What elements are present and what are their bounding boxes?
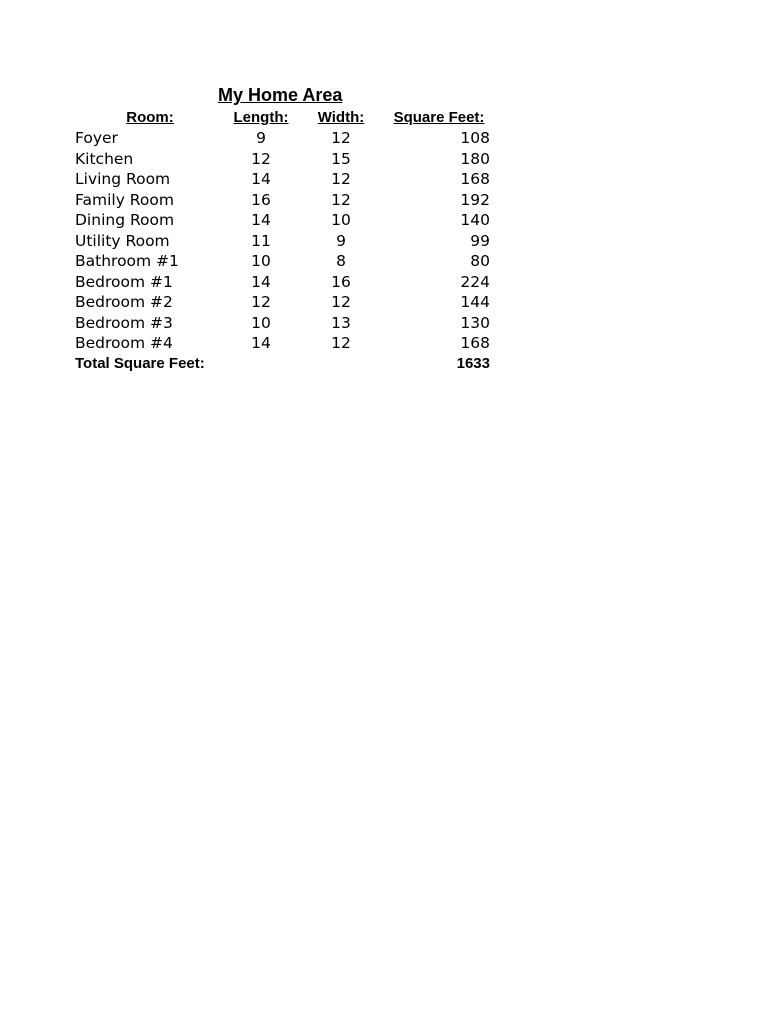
square-feet-cell: 224 — [460, 272, 490, 291]
room-name-cell: Dining Room — [75, 211, 175, 229]
width-cell: 13 — [331, 313, 351, 332]
length-cell: 12 — [251, 149, 271, 168]
length-cell: 10 — [251, 313, 271, 332]
total-value: 1633 — [456, 355, 490, 372]
room-name-cell: Bedroom #3 — [75, 313, 173, 332]
square-feet-cell: 144 — [460, 293, 490, 311]
column-header-length: Length: — [233, 109, 289, 126]
length-cell: 14 — [251, 334, 271, 352]
square-feet-cell: 108 — [460, 129, 490, 147]
length-cell: 14 — [251, 170, 271, 188]
room-table — [0, 128, 768, 354]
square-feet-cell: 140 — [460, 211, 490, 229]
room-name-cell: Utility Room — [75, 231, 170, 250]
table-row — [0, 210, 768, 231]
total-label: Total Square Feet: — [75, 355, 205, 372]
square-feet-cell: 99 — [470, 231, 490, 250]
square-feet-cell: 180 — [460, 149, 490, 168]
width-cell: 10 — [331, 211, 351, 229]
table-row — [0, 333, 768, 354]
width-cell: 12 — [331, 293, 351, 311]
table-row — [0, 169, 768, 190]
table-row — [0, 128, 768, 149]
width-cell: 12 — [331, 129, 351, 147]
table-row — [0, 251, 768, 272]
width-cell: 15 — [331, 149, 351, 168]
table-row — [0, 149, 768, 170]
table-row — [0, 231, 768, 252]
column-header-square-feet: Square Feet: — [393, 109, 485, 126]
room-name-cell: Living Room — [75, 170, 171, 188]
room-name-cell: Kitchen — [75, 149, 134, 168]
length-cell: 9 — [256, 129, 266, 147]
width-cell: 12 — [331, 190, 351, 209]
table-row — [0, 190, 768, 211]
room-name-cell: Bedroom #1 — [75, 272, 173, 291]
length-cell: 14 — [251, 272, 271, 291]
length-cell: 10 — [251, 252, 271, 270]
width-cell: 9 — [336, 231, 346, 250]
length-cell: 14 — [251, 211, 271, 229]
column-header-room: Room: — [126, 109, 174, 126]
table-row — [0, 272, 768, 293]
table-row — [0, 313, 768, 334]
width-cell: 16 — [331, 272, 351, 291]
width-cell: 8 — [336, 252, 346, 270]
square-feet-cell: 192 — [460, 190, 490, 209]
length-cell: 11 — [251, 231, 271, 250]
room-name-cell: Foyer — [75, 129, 118, 147]
square-feet-cell: 130 — [460, 313, 490, 332]
width-cell: 12 — [331, 334, 351, 352]
room-name-cell: Bedroom #4 — [75, 334, 173, 352]
length-cell: 16 — [251, 190, 271, 209]
room-name-cell: Bedroom #2 — [75, 293, 173, 311]
length-cell: 12 — [251, 293, 271, 311]
table-row — [0, 292, 768, 313]
room-name-cell: Family Room — [75, 190, 174, 209]
square-feet-cell: 168 — [460, 170, 490, 188]
room-name-cell: Bathroom #1 — [75, 252, 179, 270]
width-cell: 12 — [331, 170, 351, 188]
square-feet-cell: 168 — [460, 334, 490, 352]
square-feet-cell: 80 — [470, 252, 490, 270]
page-title: My Home Area — [218, 85, 343, 105]
column-header-width: Width: — [317, 109, 365, 126]
